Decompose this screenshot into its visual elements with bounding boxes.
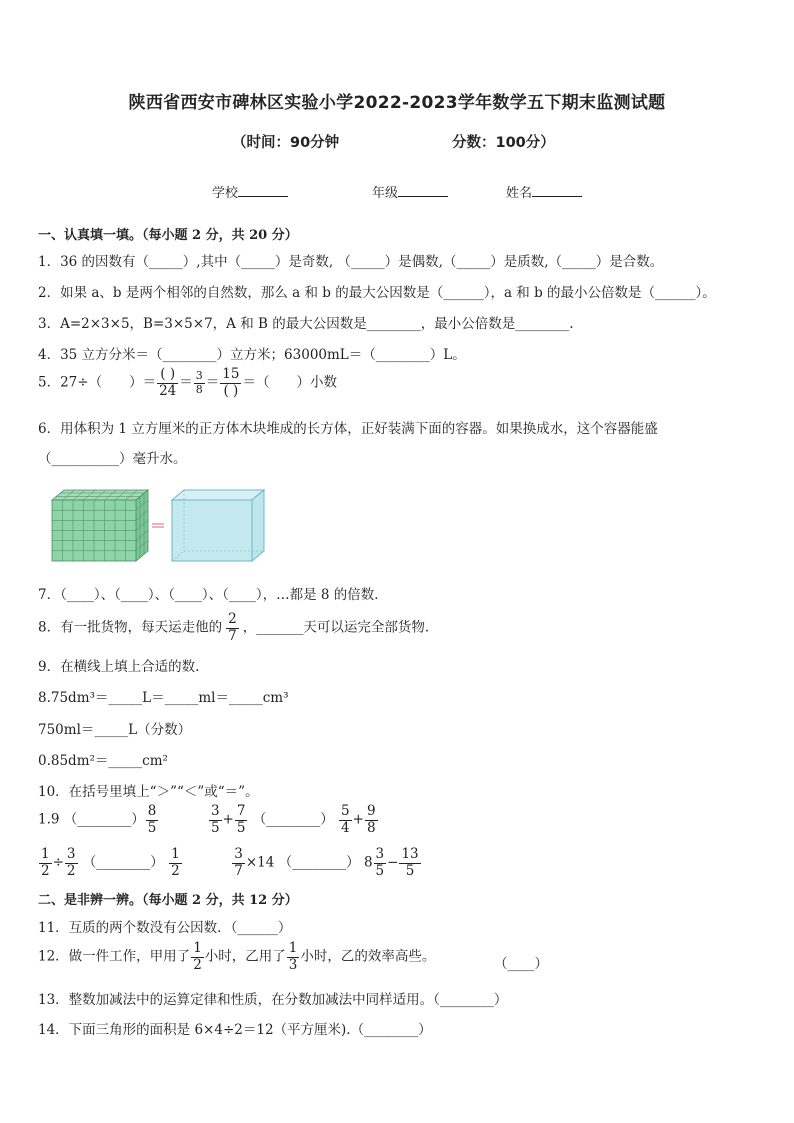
page-title: 陕西省西安市碑林区实验小学2022-2023学年数学五下期末监测试题: [128, 93, 666, 113]
question-9: 9．在横线上填上合适的数.: [38, 659, 200, 675]
question-11: 11．互质的两个数没有公因数．（______）: [38, 920, 292, 936]
q10-r2-frac-c: $\frac{1}{2}$: [171, 846, 180, 879]
question-12-blank: （____）: [494, 956, 548, 972]
q12-fraction-2: $\frac{1}{3}$: [288, 940, 298, 973]
q10-r2-frac-e: $\frac{3}{5}$: [375, 846, 385, 879]
time-label: （时间：90分钟: [232, 135, 340, 151]
section-2-heading: 二、是非辨一辨。（每小题 2 分，共 12 分）: [38, 893, 298, 908]
q5-fraction-3: $\frac{15}{( )}$: [222, 366, 240, 399]
q5-fraction-2: $\frac{3}{8}$: [195, 368, 203, 396]
question-9-line-1: 8.75dm³＝_____L＝_____ml＝_____cm³: [38, 690, 289, 706]
school-blank: [238, 183, 288, 197]
section-1-heading: 一、认真填一填。（每小题 2 分，共 20 分）: [38, 228, 298, 243]
q5-tail: ＝（ ）小数: [242, 374, 337, 391]
q10-r1-frac-d: $\frac{5}{4}$: [341, 803, 350, 836]
question-4: 4．35 立方分米＝（________）立方米；63000mL＝（________）L。: [38, 347, 466, 363]
question-3: 3．A=2×3×5，B=3×5×7，A 和 B 的最大公因数是________，最小公倍数是________.: [38, 316, 574, 332]
q10-r2-frac-d: $\frac{3}{7}$: [234, 846, 243, 879]
question-5: 5．27÷（ ）＝ $\frac{( )}{24}$ ＝ $\frac{3}{8}$ ＝ $\frac{15}{( )}$ ＝（ ）小数: [38, 366, 337, 399]
question-10: 10．在括号里填上“＞”“＜”或“＝”。: [38, 784, 259, 800]
cuboid-and-container-figure: [50, 488, 270, 566]
score-label: 分数：100分）: [452, 135, 555, 151]
q12-fraction-1: $\frac{1}{2}$: [193, 940, 202, 973]
q5-lead: 5．27÷（ ）＝: [38, 374, 157, 391]
question-8: 8．有一批货物，每天运走他的 $\frac{2}{7}$ ，_______天可以运完全部货物.: [38, 611, 430, 644]
grade-field: [372, 182, 448, 201]
equals-arrow: [152, 524, 164, 527]
q10-r1-frac-e: $\frac{9}{8}$: [366, 803, 376, 836]
question-9-line-3: 0.85dm²＝_____cm²: [38, 753, 168, 769]
q8-fraction: $\frac{2}{7}$: [228, 611, 237, 644]
question-9-line-2: 750ml＝_____L（分数）: [38, 722, 192, 738]
q10-r1-frac-a: $\frac{8}{5}$: [147, 803, 157, 836]
question-12: 12．做一件工作，甲用了 $\frac{1}{2}$ 小时，乙用了 $\frac{1}{3}$ 小时，乙的效率高些。: [38, 940, 436, 973]
name-blank: [532, 183, 582, 197]
question-14: 14．下面三角形的面积是 6×4÷2＝12（平方厘米).（________）: [38, 1022, 432, 1038]
q10-r2-frac-b: $\frac{3}{2}$: [66, 846, 76, 879]
grade-label: 年级: [372, 186, 399, 201]
question-7: 7．（____）、（____）、（____）、（____），…都是 8 的倍数．: [38, 587, 388, 603]
q10-r1-frac-b: $\frac{3}{5}$: [210, 803, 220, 836]
block-cuboid: [52, 490, 148, 561]
empty-container: [172, 490, 264, 561]
question-6-blank: （__________）毫升水。: [38, 451, 187, 467]
question-13: 13．整数加减法中的运算定律和性质，在分数加减法中同样适用。（________）: [38, 992, 508, 1008]
name-field: [506, 182, 582, 201]
question-6: 6．用体积为 1 立方厘米的正方体木块堆成的长方体，正好装满下面的容器。如果换成水，这个容器能盛: [38, 421, 658, 437]
grade-blank: [398, 183, 448, 197]
q10-r1-frac-c: $\frac{7}{5}$: [236, 803, 246, 836]
name-label: 姓名: [506, 186, 533, 201]
question-10-row-1: 1.9 （________） $\frac{8}{5}$ $\frac{3}{5}$ + $\frac{7}{5}$ （________） $\frac{5}{4}$ + $\frac{9}{8}$: [38, 803, 376, 836]
q10-r2-frac-f: $\frac{13}{5}$: [401, 846, 419, 879]
q5-fraction-1: $\frac{( )}{24}$: [159, 366, 177, 399]
school-label: 学校: [212, 186, 239, 201]
school-field: [212, 182, 288, 201]
q10-r2-frac-a: $\frac{1}{2}$: [41, 846, 50, 879]
question-2: 2．如果 a、b 是两个相邻的自然数，那么 a 和 b 的最大公因数是（______），a 和 b 的最小公倍数是（______）。: [38, 285, 716, 301]
question-10-row-2: $\frac{1}{2}$ ÷ $\frac{3}{2}$ （________） $\frac{1}{2}$ $\frac{3}{7}$ ×14 （________） 8 $\frac{3}{5}$ − $\frac{13}{5}$: [41, 846, 419, 879]
question-1: 1．36 的因数有（_____）,其中（_____）是奇数, （_____）是偶数,（_____）是质数,（_____）是合数。: [38, 254, 664, 270]
